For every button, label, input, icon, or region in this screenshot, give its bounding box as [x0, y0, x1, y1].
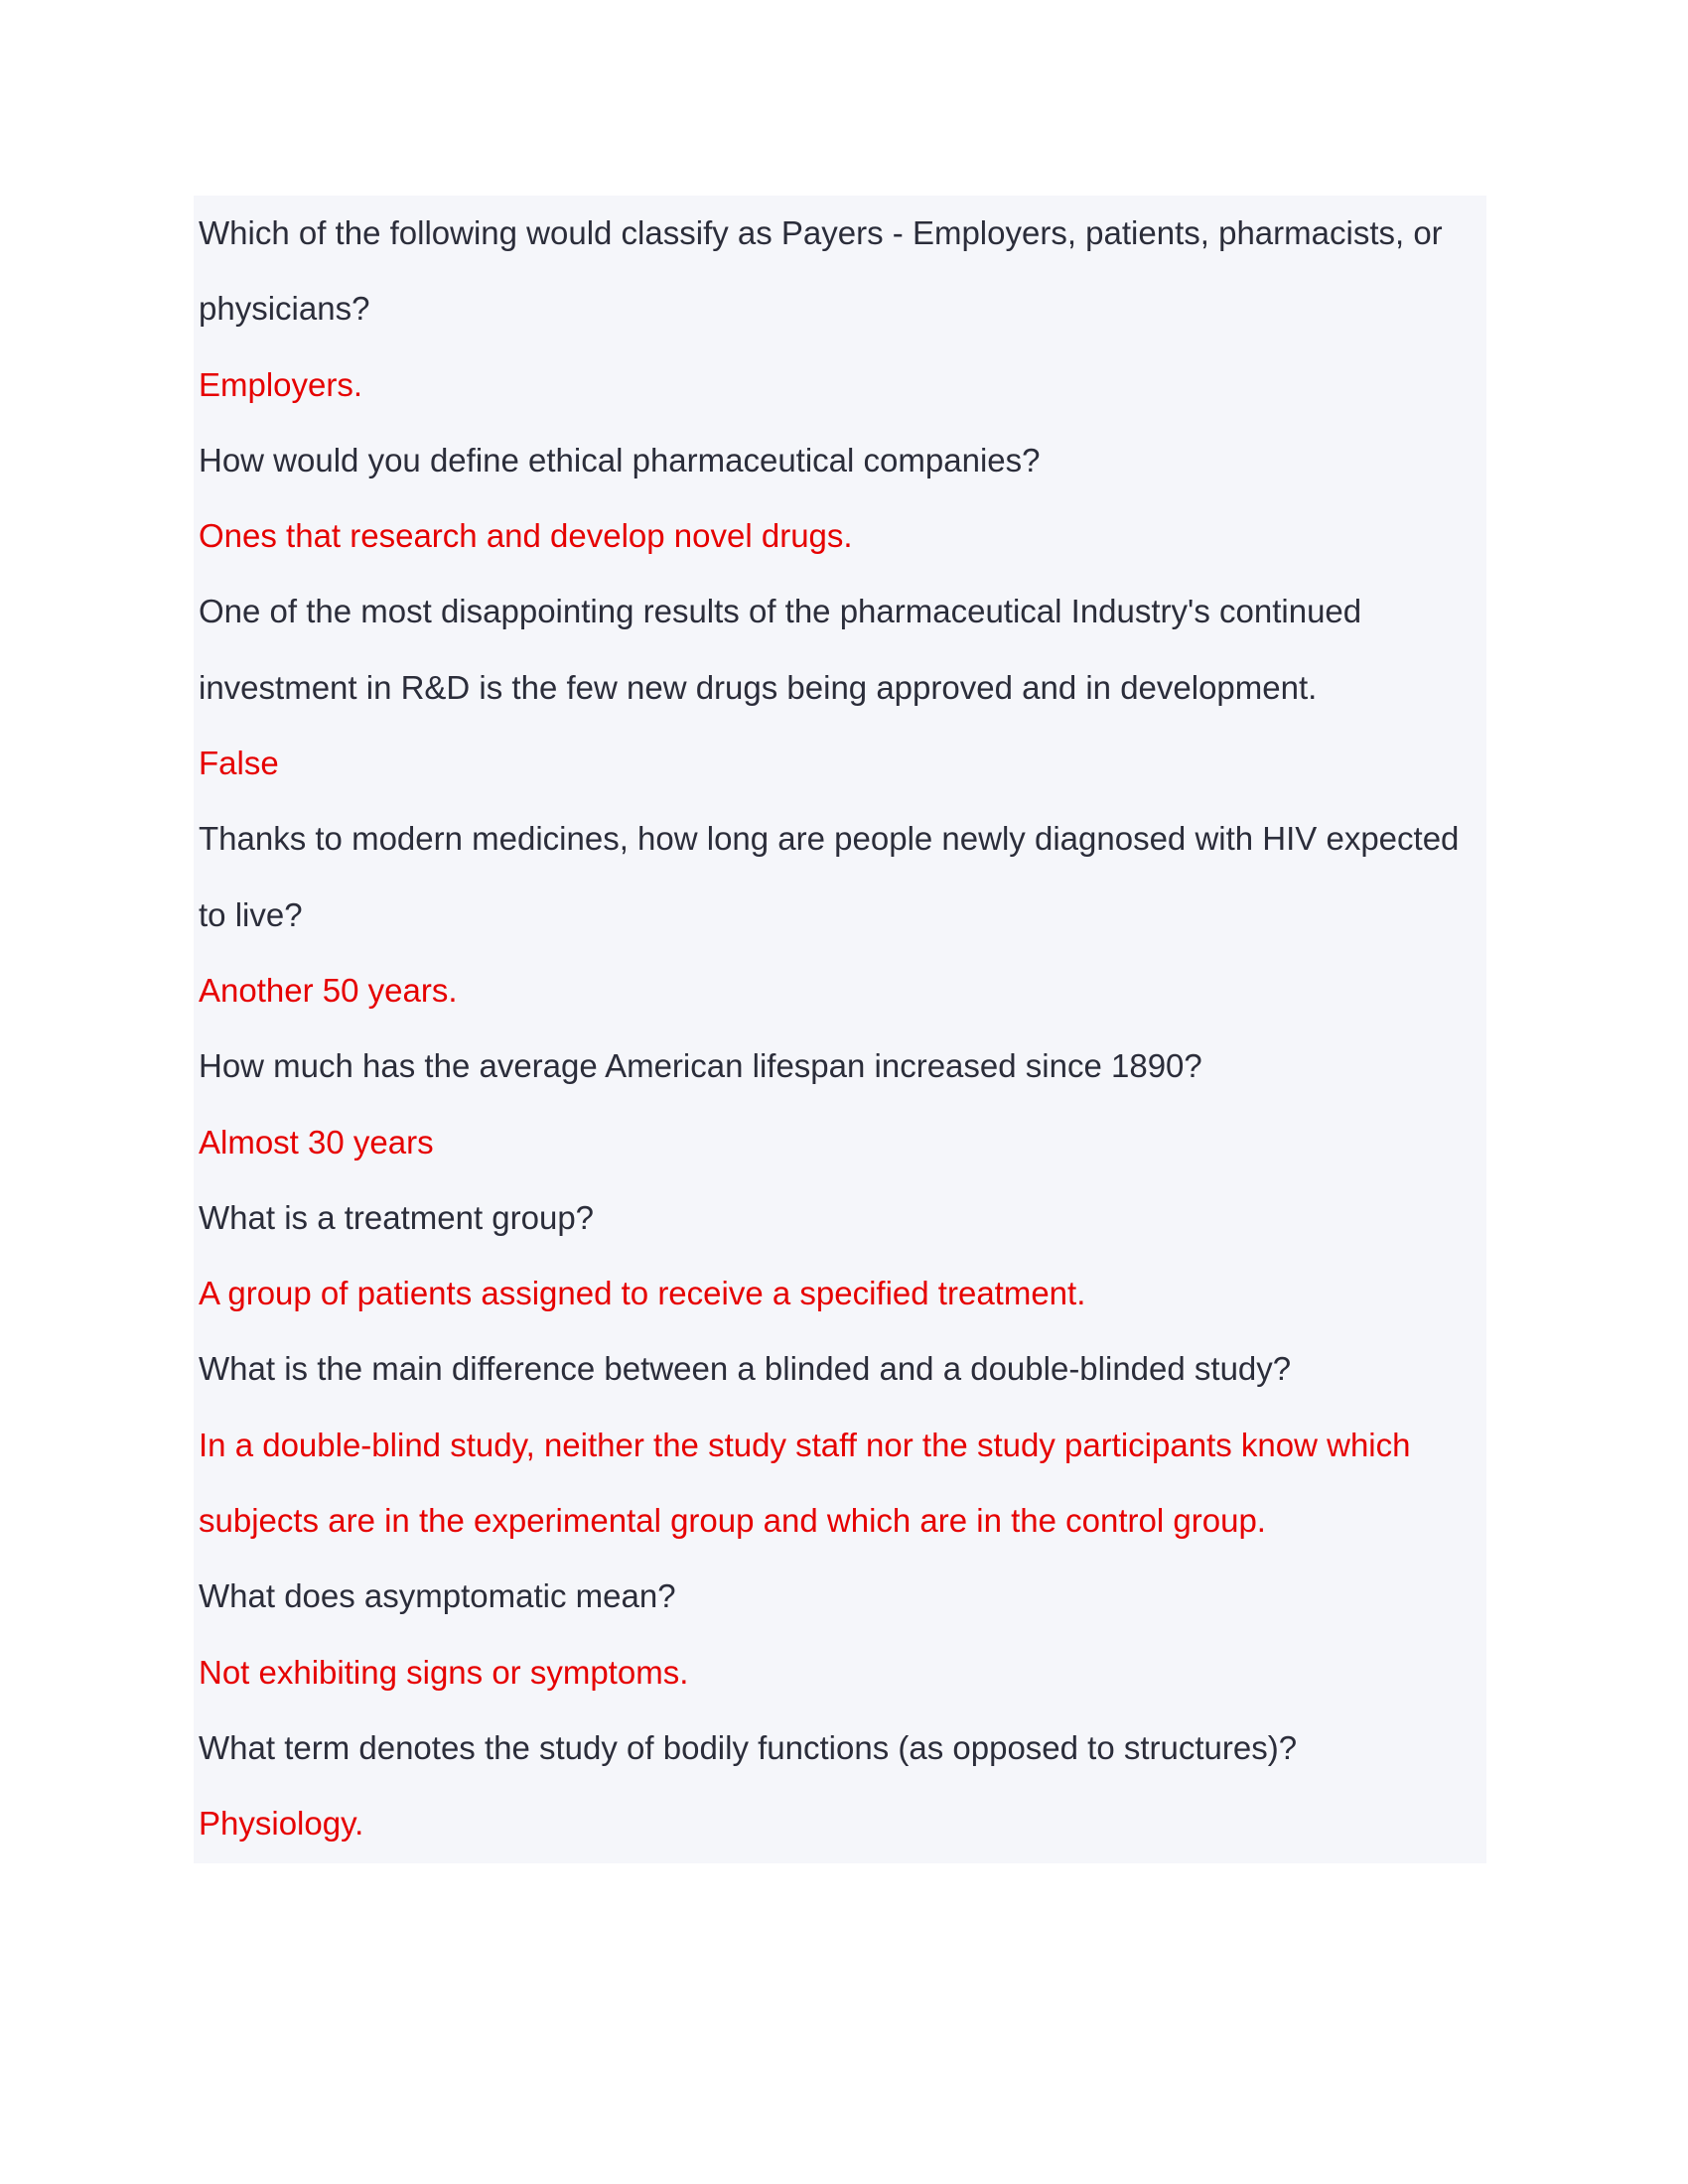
- question-text: One of the most disappointing results of the pharmaceutical Industry's continued: [199, 593, 1362, 630]
- answer-text: A group of patients assigned to receive a specified treatment.: [199, 1275, 1086, 1312]
- answer-text: False: [199, 745, 279, 782]
- answer-text: Employers.: [199, 365, 363, 403]
- question-text: Thanks to modern medicines, how long are people newly diagnosed with HIV expected: [199, 820, 1460, 858]
- question-text: How would you define ethical pharmaceutical companies?: [199, 441, 1041, 478]
- answer-text: Not exhibiting signs or symptoms.: [199, 1653, 689, 1691]
- answer-text: In a double-blind study, neither the study staff nor the study participants know which: [199, 1426, 1411, 1463]
- question-text: What is the main difference between a blinded and a double-blinded study?: [199, 1350, 1292, 1388]
- question-text: to live?: [199, 895, 303, 933]
- question-text: What term denotes the study of bodily functions (as opposed to structures)?: [199, 1728, 1298, 1766]
- question-text: What is a treatment group?: [199, 1198, 595, 1236]
- answer-text: Physiology.: [199, 1805, 364, 1843]
- answer-text: Almost 30 years: [199, 1123, 434, 1160]
- answer-text: Ones that research and develop novel drugs.: [199, 517, 853, 555]
- question-text: What does asymptomatic mean?: [199, 1577, 676, 1615]
- question-text: physicians?: [199, 290, 370, 328]
- answer-text: subjects are in the experimental group and which are in the control group.: [199, 1502, 1266, 1540]
- question-text: How much has the average American lifespan increased since 1890?: [199, 1047, 1202, 1085]
- question-text: Which of the following would classify as Payers - Employers, patients, pharmacists, or: [199, 214, 1443, 251]
- answer-text: Another 50 years.: [199, 971, 458, 1009]
- qa-list: [199, 196, 1479, 1862]
- question-text: investment in R&D is the few new drugs being approved and in development.: [199, 668, 1318, 706]
